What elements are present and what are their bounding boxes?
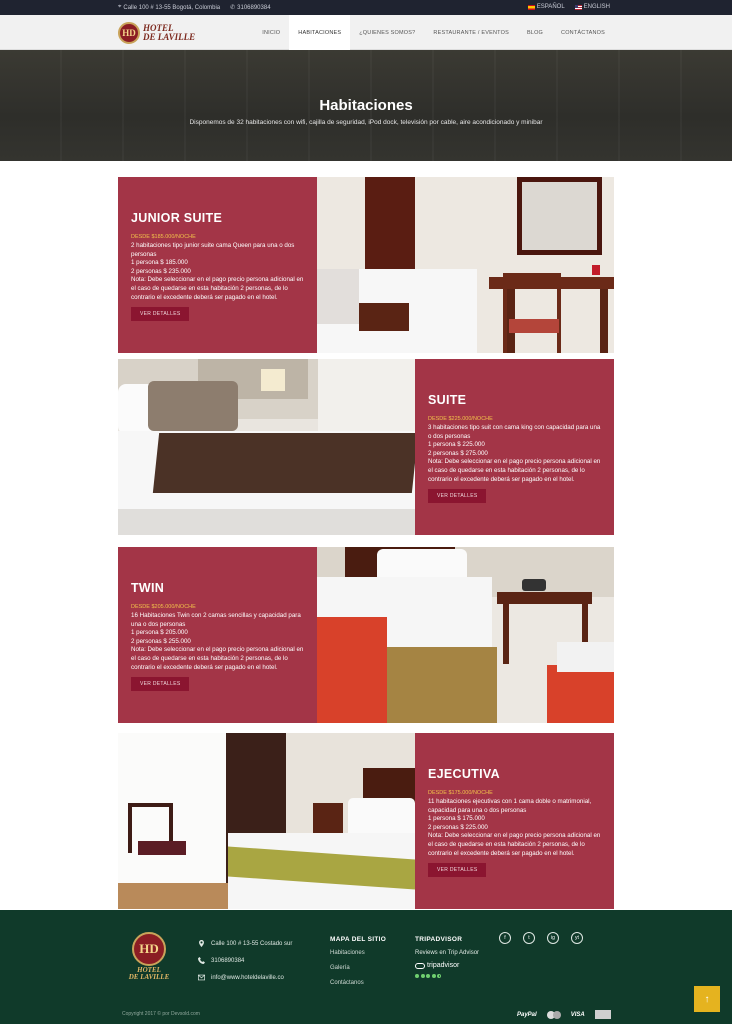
nav-restaurante-eventos[interactable]: RESTAURANTE / EVENTOS	[433, 29, 509, 36]
footer-tripadvisor	[415, 936, 479, 978]
site-footer	[0, 910, 732, 1024]
scroll-to-top-button[interactable]	[694, 986, 720, 1012]
footer-logo[interactable]	[125, 932, 173, 981]
hotel-logo[interactable]	[118, 22, 195, 44]
spain-flag-icon	[528, 5, 535, 10]
copyright: Copyright 2017 © por Devsold.com	[122, 1011, 200, 1017]
footer-email[interactable]: info@www.hoteldelaville.co	[211, 974, 284, 981]
room-info-suite	[415, 359, 614, 535]
room-photo-junior-suite[interactable]	[317, 177, 614, 353]
footer-link-galeria[interactable]: Galería	[330, 965, 350, 971]
footer-link-contactanos[interactable]: Contáctanos	[330, 980, 364, 986]
top-phone[interactable]: ✆ 3106890384	[230, 4, 271, 11]
room-price: DESDE $175.000/NOCHE	[428, 790, 493, 796]
phone-icon	[198, 957, 205, 964]
footer-address: Calle 100 # 13-55 Costado sur	[211, 940, 293, 947]
main-header	[0, 15, 732, 50]
footer-phone[interactable]: 3106890384	[211, 957, 245, 964]
room-description: 16 Habitaciones Twin con 2 camas sencillas y capacidad para una o dos personas 1 persona $ 205.000 2 personas $ 255.000 Nota: Debe seleccionar en el pago precio persona adicional en el caso de quedarse en esta habitación 2 personas, de lo contrario el excedente deberá ser pagado en el hotel.	[131, 612, 304, 671]
room-price: DESDE $205.000/NOCHE	[131, 604, 196, 610]
logo-seal-icon: HD	[118, 22, 140, 44]
room-price: DESDE $185.000/NOCHE	[131, 234, 196, 240]
room-description: 3 habitaciones tipo suit con cama king con capacidad para una o dos personas 1 persona $ 225.000 2 personas $ 275.000 Nota: Debe seleccionar en el pago precio persona adicional en el caso de quedarse en esta habitación 2 personas, de lo contrario el excedente deberá ser pagado en el hotel.	[428, 424, 601, 483]
footer-logo-line2: DE LAVILLE	[128, 973, 170, 981]
tripadvisor-logo[interactable]: tripadvisor	[415, 962, 479, 969]
room-card-suite	[118, 359, 614, 535]
room-name: EJECUTIVA	[428, 767, 500, 781]
rating-half-bubble-icon	[437, 974, 441, 978]
lang-en-link[interactable]: ENGLISH	[575, 4, 610, 10]
room-info-twin	[118, 547, 317, 723]
logo-line1: HOTEL	[143, 23, 174, 33]
room-info-junior-suite	[118, 177, 317, 353]
room-description: 11 habitaciones ejecutivas con 1 cama doble o matrimonial, capacidad para una o dos personas 1 persona $ 175.000 2 personas $ 225.000 Nota: Debe seleccionar en el pago precio persona adicional en el caso de quedarse en esta habitación 2 personas, de lo contrario el excedente deberá ser pagado en el hotel.	[428, 798, 601, 857]
ver-detalles-button[interactable]: VER DETALLES	[428, 863, 486, 877]
facebook-icon[interactable]: f	[499, 932, 511, 944]
ver-detalles-button[interactable]: VER DETALLES	[131, 677, 189, 691]
hero-banner	[0, 50, 732, 161]
room-photo-suite[interactable]	[118, 359, 415, 535]
nav-quienes-somos[interactable]: ¿QUIENES SOMOS?	[359, 29, 416, 36]
rating-bubble-icon	[432, 974, 436, 978]
main-nav	[253, 15, 614, 50]
page-subtitle: Disponemos de 32 habitaciones con wifi, cajilla de seguridad, iPod dock, televisión por cable, aire acondicionado y minibar	[189, 119, 543, 126]
usa-flag-icon	[575, 5, 582, 10]
map-pin-icon: ⌖	[118, 4, 122, 10]
payment-methods	[517, 1010, 611, 1019]
ver-detalles-button[interactable]: VER DETALLES	[428, 489, 486, 503]
room-card-twin	[118, 547, 614, 723]
nav-inicio[interactable]: INICIO	[262, 29, 281, 36]
mastercard-icon	[547, 1011, 561, 1019]
nav-habitaciones[interactable]: HABITACIONES	[289, 15, 350, 50]
room-name: SUITE	[428, 393, 467, 407]
nav-contactanos[interactable]: CONTÁCTANOS	[561, 29, 605, 36]
top-bar	[0, 0, 732, 15]
footer-sitemap	[330, 936, 386, 995]
room-card-ejecutiva	[118, 733, 614, 909]
room-card-junior-suite	[118, 177, 614, 353]
envelope-icon	[198, 974, 205, 981]
phone-icon: ✆	[230, 5, 236, 11]
room-photo-twin[interactable]	[317, 547, 614, 723]
top-address: ⌖ Calle 100 # 13-55 Bogotá, Colombia	[118, 4, 221, 11]
ver-detalles-button[interactable]: VER DETALLES	[131, 307, 189, 321]
youtube-icon[interactable]: yt	[571, 932, 583, 944]
footer-link-habitaciones[interactable]: Habitaciones	[330, 950, 365, 956]
room-photo-ejecutiva[interactable]	[118, 733, 415, 909]
room-price: DESDE $225.000/NOCHE	[428, 416, 493, 422]
owl-icon	[415, 963, 425, 969]
lang-es-link[interactable]: ESPAÑOL	[528, 4, 565, 10]
footer-contact	[198, 940, 292, 991]
map-pin-icon	[198, 940, 205, 947]
rating-bubbles	[415, 974, 479, 978]
room-info-ejecutiva	[415, 733, 614, 909]
paypal-icon: PayPal	[517, 1011, 537, 1018]
bank-card-icon	[595, 1010, 611, 1019]
room-name: TWIN	[131, 581, 165, 595]
room-name: JUNIOR SUITE	[131, 211, 223, 225]
room-description: 2 habitaciones tipo junior suite cama Queen para una o dos personas 1 persona $ 185.000 2 personas $ 235.000 Nota: Debe seleccionar en el pago precio persona adicional en el caso de quedarse en esta habitación 2 personas, de lo contrario el excedente deberá ser pagado en el hotel.	[131, 242, 304, 301]
arrow-up-icon: ↑	[704, 993, 710, 1005]
nav-blog[interactable]: BLOG	[526, 29, 544, 36]
visa-icon: VISA	[570, 1011, 585, 1018]
instagram-icon[interactable]: ig	[547, 932, 559, 944]
sitemap-title: MAPA DEL SITIO	[330, 936, 387, 943]
tripadvisor-title: TRIPADVISOR	[415, 936, 463, 943]
rating-bubble-icon	[426, 974, 430, 978]
footer-logo-line1: HOTEL	[137, 966, 161, 974]
twitter-icon[interactable]: t	[523, 932, 535, 944]
tripadvisor-reviews-link[interactable]: Reviews en Trip Advisor	[415, 950, 480, 956]
rating-bubble-icon	[421, 974, 425, 978]
social-links	[499, 932, 583, 944]
page-title: Habitaciones	[319, 97, 413, 114]
logo-line2: DE LAVILLE	[143, 32, 196, 42]
footer-logo-seal-icon: HD	[132, 932, 166, 966]
rating-bubble-icon	[415, 974, 419, 978]
